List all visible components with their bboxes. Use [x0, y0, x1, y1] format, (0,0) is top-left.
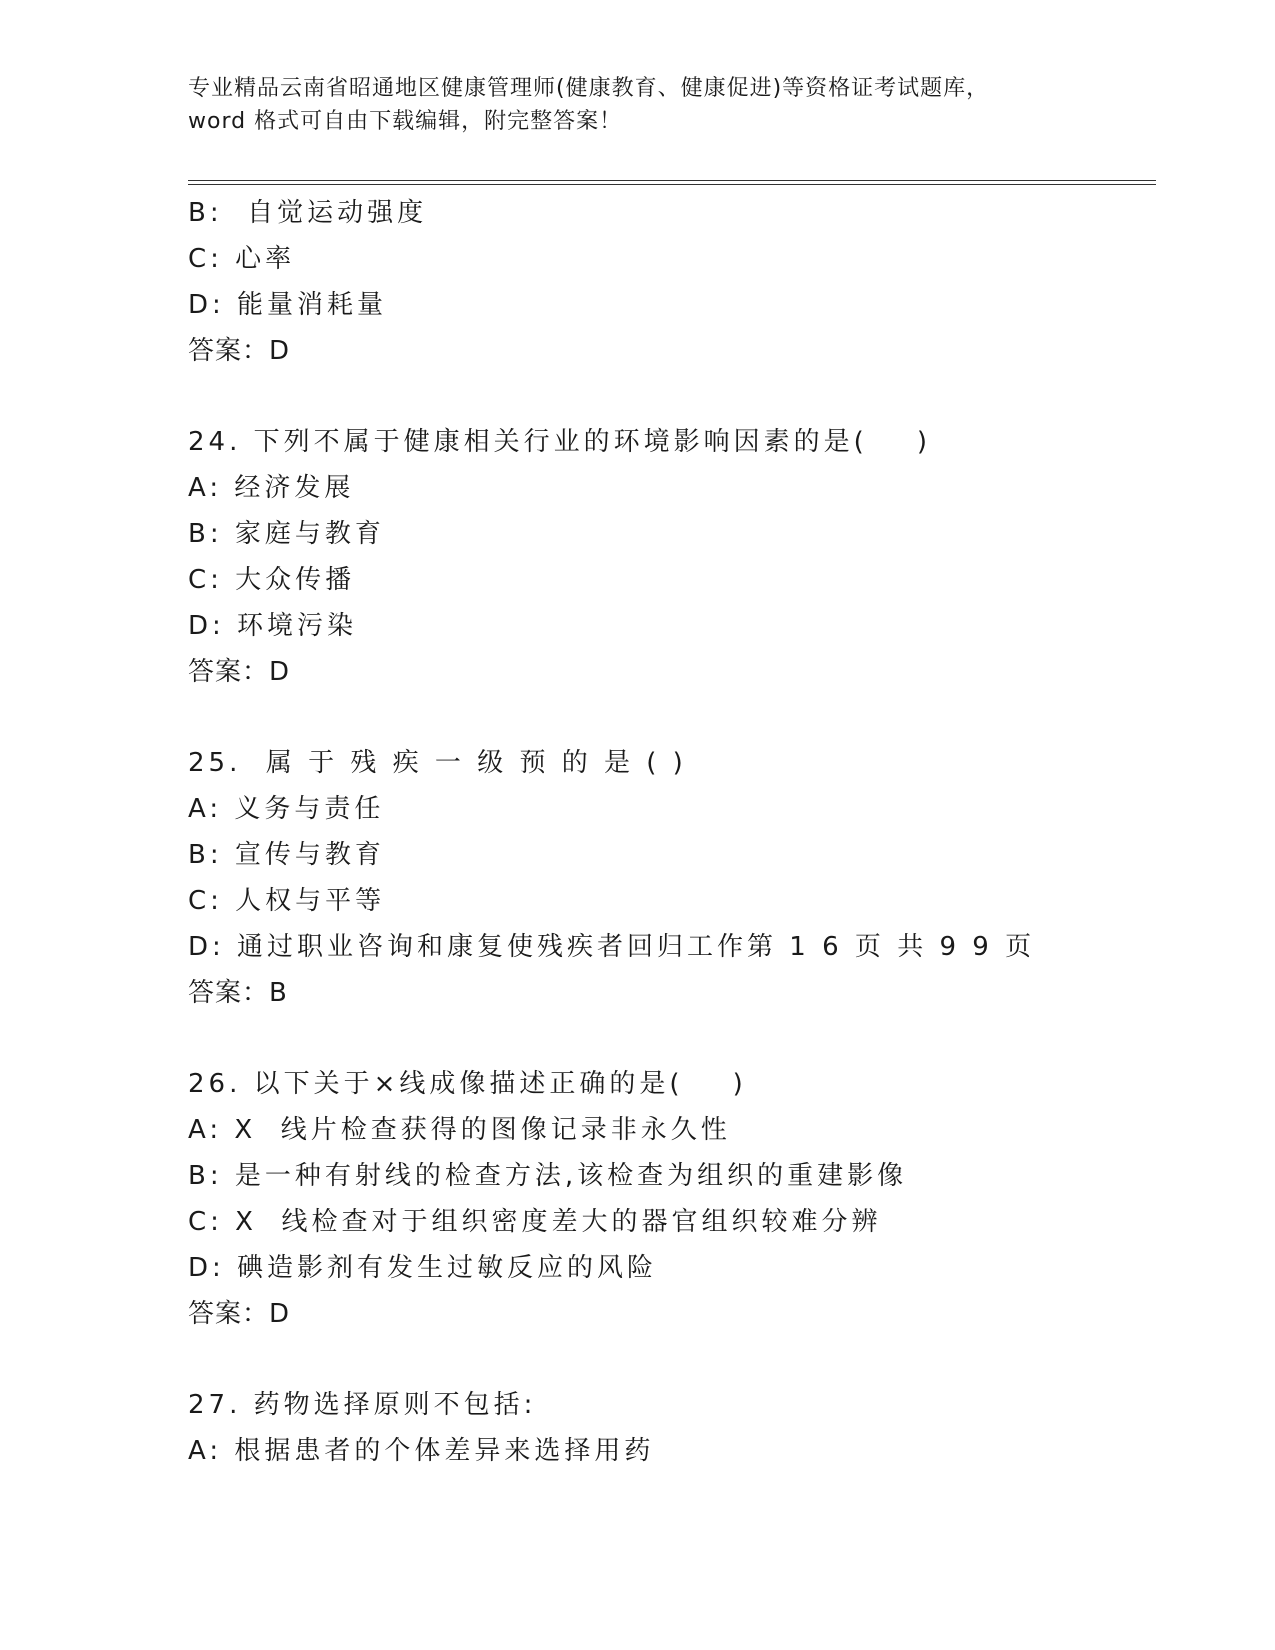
header-line-2: word 格式可自由下载编辑，附完整答案！: [188, 109, 623, 134]
answer: 答案：D: [188, 657, 291, 687]
question-stem: 24. 下列不属于健康相关行业的环境影响因素的是( ): [188, 427, 931, 457]
header-line-1: 专业精品云南省昭通地区健康管理师(健康教育、健康促进)等资格证考试题库，: [188, 76, 990, 101]
question-stem: 26. 以下关于×线成像描述正确的是( ): [188, 1069, 747, 1099]
question-25: [188, 740, 1148, 1016]
option-c: C: 人权与平等: [188, 886, 386, 916]
option-d: D: 环境污染: [188, 611, 358, 641]
option-d: D: 通过职业咨询和康复使残疾者回归工作第 1 6 页 共 9 9 页: [188, 932, 1036, 962]
option-a: A: 义务与责任: [188, 794, 385, 824]
option-c: C: X 线检查对于组织密度差大的器官组织较难分辨: [188, 1207, 882, 1237]
answer: 答案：D: [188, 336, 291, 366]
header-divider: [188, 180, 1156, 185]
document-header: [188, 72, 1088, 138]
option-d: D: 碘造影剂有发生过敏反应的风险: [188, 1253, 658, 1283]
option-b: B: 自觉运动强度: [188, 198, 428, 228]
question-26: [188, 1061, 1148, 1337]
option-d: D: 能量消耗量: [188, 290, 388, 320]
option-c: C: 心率: [188, 244, 296, 274]
question-stem: 27. 药物选择原则不包括:: [188, 1390, 537, 1420]
question-23: [188, 190, 1148, 374]
option-b: B: 宣传与教育: [188, 840, 385, 870]
option-a: A: 经济发展: [188, 473, 355, 503]
option-b: B: 家庭与教育: [188, 519, 385, 549]
option-b: B: 是一种有射线的检查方法,该检查为组织的重建影像: [188, 1161, 908, 1191]
option-a: A: 根据患者的个体差异来选择用药: [188, 1436, 655, 1466]
question-24: [188, 419, 1148, 695]
question-27: [188, 1382, 1148, 1474]
question-stem: 25. 属 于 残 疾 一 级 预 的 是 ( ): [188, 748, 687, 778]
option-c: C: 大众传播: [188, 565, 356, 595]
answer: 答案：D: [188, 1299, 291, 1329]
answer: 答案：B: [188, 978, 288, 1008]
question-list: [188, 190, 1148, 1474]
option-a: A: X 线片检查获得的图像记录非永久性: [188, 1115, 731, 1145]
